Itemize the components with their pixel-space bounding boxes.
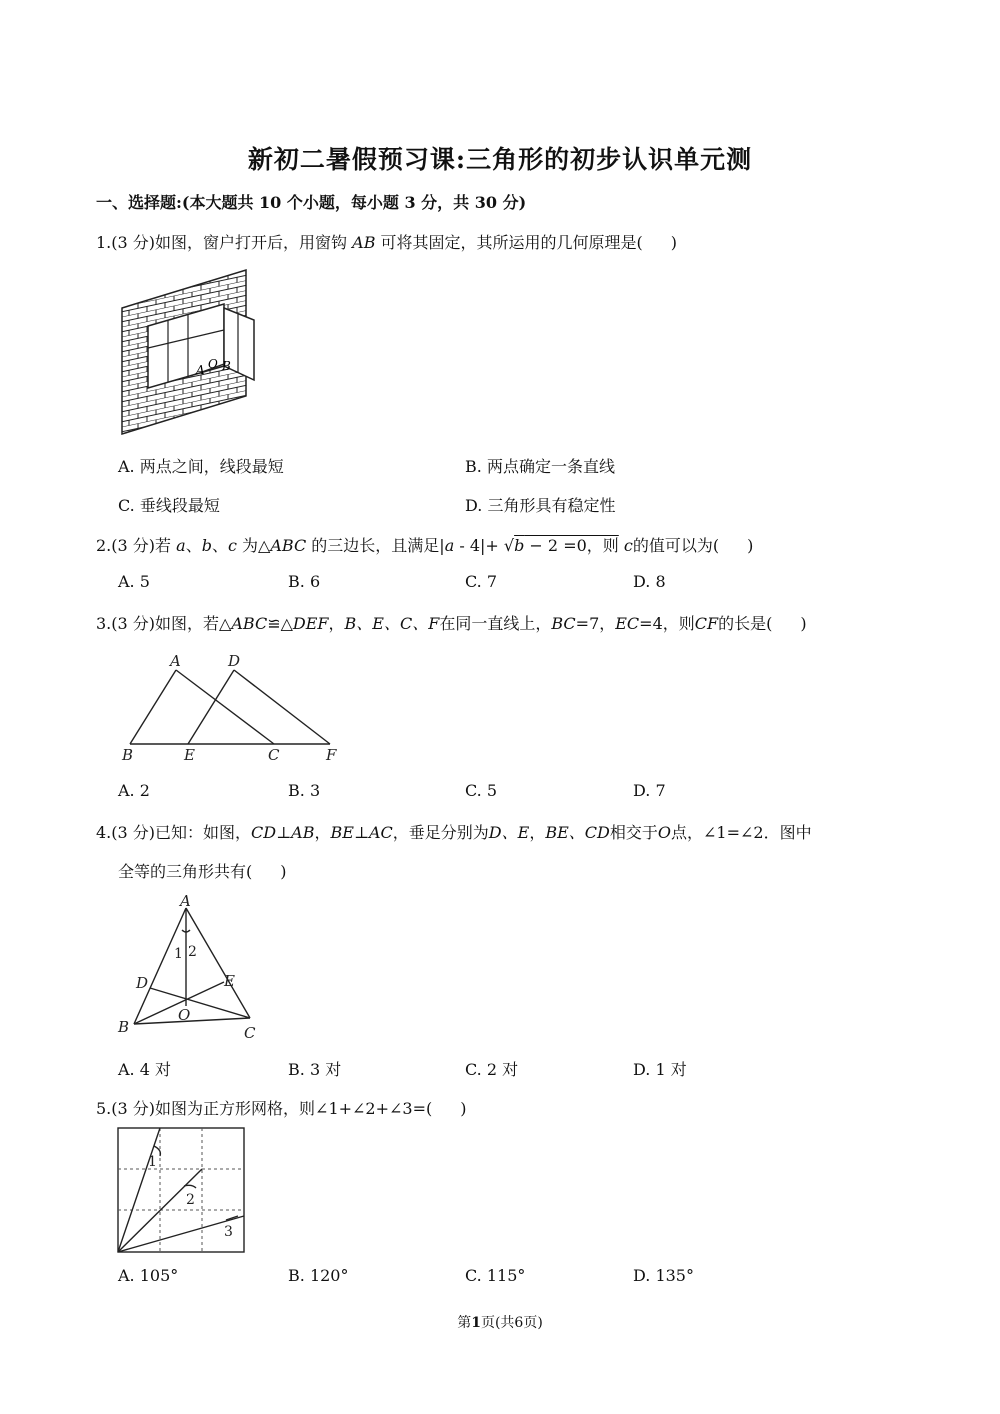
figure-label: D [136, 974, 149, 992]
option-c[interactable]: C. 7 [465, 572, 498, 591]
triangles-figure [116, 650, 346, 765]
page-number: 1 [471, 1315, 481, 1331]
option-a[interactable]: A. 2 [118, 781, 150, 800]
figure-label: 2 [188, 944, 197, 960]
figure-label: D [228, 652, 241, 670]
figure-label: O [208, 357, 218, 371]
figure-label: E [184, 746, 195, 764]
option-a[interactable]: A. 4 对 [118, 1060, 172, 1079]
figure-label: E [224, 972, 235, 990]
figure-label: C [244, 1024, 256, 1042]
figure-label: C [268, 746, 280, 764]
option-b[interactable]: B. 6 [288, 572, 321, 591]
section-heading: 一、选择题:(本大题共 10 个小题，每小题 3 分，共 30 分) [96, 193, 527, 212]
option-b[interactable]: B. 两点确定一条直线 [465, 457, 615, 476]
option-d[interactable]: D. 135° [633, 1266, 694, 1285]
option-d[interactable]: D. 8 [633, 572, 666, 591]
question-number: 1. [96, 233, 112, 252]
isosceles-figure [112, 892, 272, 1044]
figure-label: 2 [186, 1192, 195, 1208]
option-c[interactable]: C. 5 [465, 781, 498, 800]
figure-label: F [326, 746, 337, 764]
page-title: 新初二暑假预习课:三角形的初步认识单元测 [247, 145, 753, 174]
option-b[interactable]: B. 3 对 [288, 1060, 342, 1079]
option-d[interactable]: D. 1 对 [633, 1060, 687, 1079]
option-c[interactable]: C. 2 对 [465, 1060, 519, 1079]
window-figure [116, 268, 262, 438]
question-score: (3 分) [111, 233, 156, 252]
option-d[interactable]: D. 7 [633, 781, 666, 800]
figure-label: B [118, 1018, 130, 1036]
question-5: 5.(3 分)如图为正方形网格，则∠1+∠2+∠3=( ) [96, 1099, 467, 1118]
option-b[interactable]: B. 3 [288, 781, 321, 800]
figure-label: 1 [148, 1154, 157, 1170]
question-4: 4.(3 分)已知：如图，CD⊥AB，BE⊥AC，垂足分别为D、E，BE、CD相交于O点，∠1=∠2．图中 [96, 823, 812, 842]
question-4-line-2: 全等的三角形共有( ) [118, 862, 287, 881]
option-a[interactable]: A. 5 [118, 572, 150, 591]
figure-label: A [196, 363, 205, 377]
option-c[interactable]: C. 115° [465, 1266, 526, 1285]
option-b[interactable]: B. 120° [288, 1266, 349, 1285]
question-3: 3.(3 分)如图，若△ABC≌△DEF，B、E、C、F在同一直线上，BC=7，EC=4，则CF的长是( ) [96, 614, 807, 633]
grid-figure [114, 1124, 250, 1256]
figure-label: A [180, 892, 191, 910]
option-a[interactable]: A. 105° [118, 1266, 179, 1285]
figure-label: A [170, 652, 181, 670]
option-a[interactable]: A. 两点之间，线段最短 [118, 457, 284, 476]
figure-label: B [222, 359, 231, 373]
figure-label: B [122, 746, 134, 764]
figure-label: O [178, 1006, 191, 1024]
page-footer: 第1页(共6页) [457, 1315, 543, 1331]
question-2: 2.(3 分)若 a、b、c 为△ABC 的三边长，且满足|a - 4|+ √b − 2 =0，则 c的值可以为( ) [96, 536, 754, 555]
question-1: 1.(3 分)如图，窗户打开后，用窗钩 AB 可将其固定，其所运用的几何原理是( ) [96, 233, 678, 252]
figure-label: 1 [174, 946, 183, 962]
option-d[interactable]: D. 三角形具有稳定性 [465, 496, 616, 515]
figure-label: 3 [224, 1224, 233, 1240]
option-c[interactable]: C. 垂线段最短 [118, 496, 220, 515]
